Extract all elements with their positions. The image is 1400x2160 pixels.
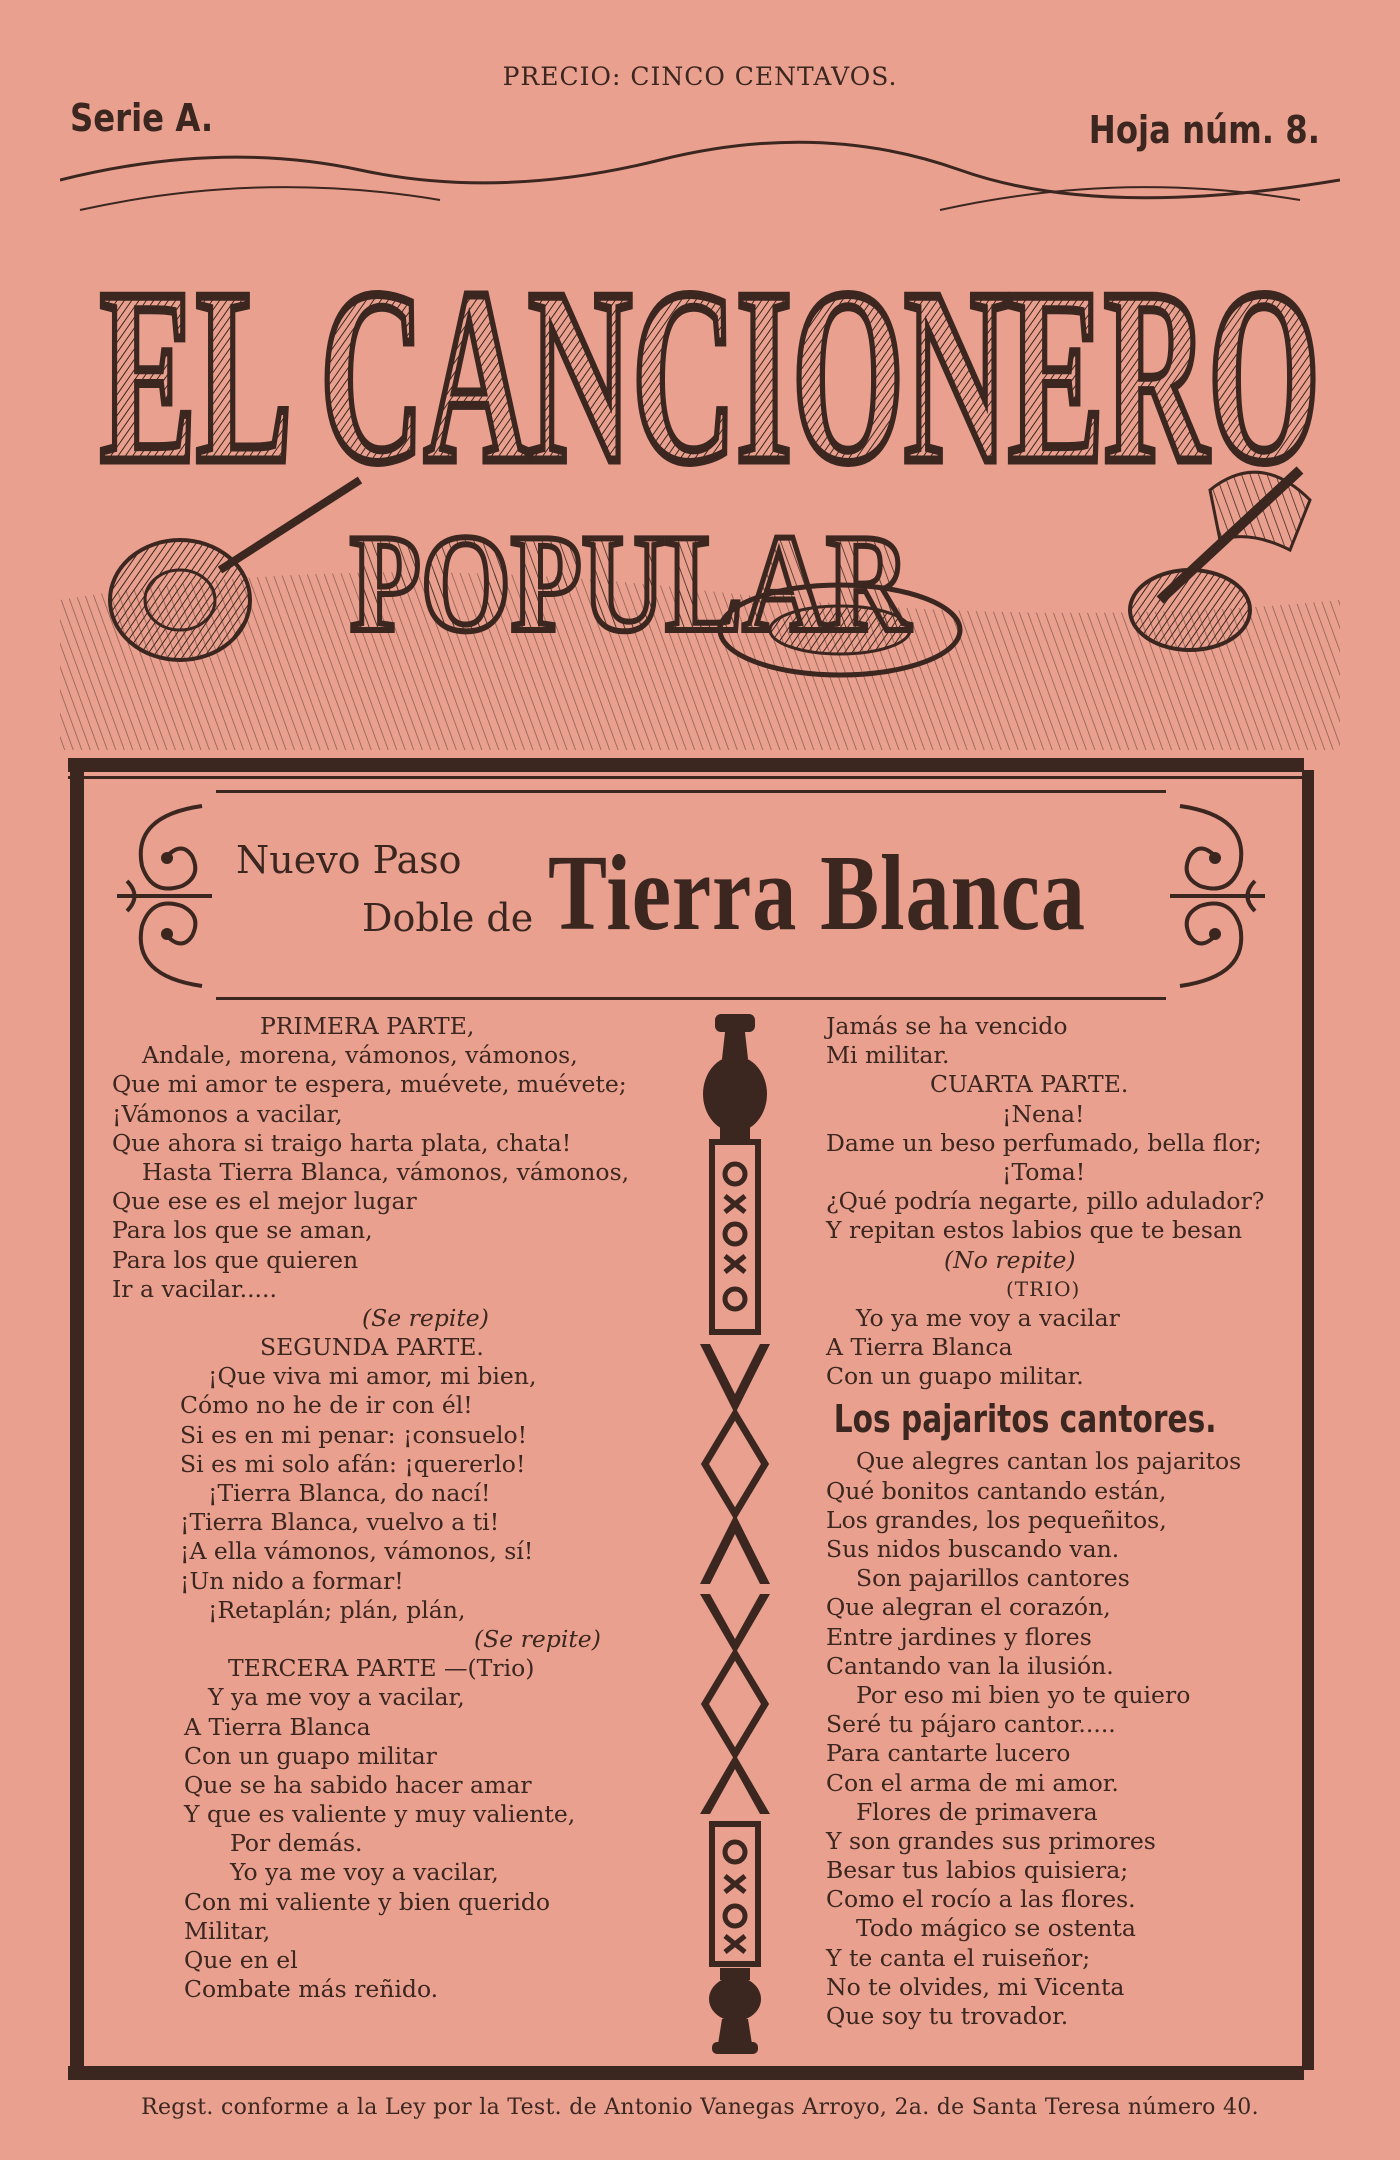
lyric-line: Por eso mi bien yo te quiero xyxy=(856,1680,1191,1709)
lyric-line: Para los que se aman, xyxy=(112,1216,373,1245)
song-title: Tierra Blanca xyxy=(548,834,1086,953)
lyric-line: ¡Un nido a formar! xyxy=(180,1566,404,1595)
lyric-line: Ir a vacilar..... xyxy=(112,1274,277,1303)
serie-label: Serie A. xyxy=(70,96,214,140)
lyric-line: Qué bonitos cantando están, xyxy=(826,1476,1167,1505)
frame-right-rule xyxy=(1302,770,1314,2070)
lyric-line: Con el arma de mi amor. xyxy=(826,1768,1119,1797)
frame-top-rule xyxy=(68,758,1304,772)
lyric-line: Que ahora si traigo harta plata, chata! xyxy=(112,1128,572,1157)
lyric-line: ¡Que viva mi amor, mi bien, xyxy=(208,1362,537,1391)
lyric-line: Y te canta el ruiseñor; xyxy=(826,1943,1091,1972)
ornamental-column-divider xyxy=(690,1014,780,2054)
lyric-line: Que en el xyxy=(184,1946,298,1974)
lyric-line: Entre jardines y flores xyxy=(826,1622,1092,1651)
lyric-line: Con un guapo militar xyxy=(184,1741,437,1770)
lyric-line: Que se ha sabido hacer amar xyxy=(184,1770,532,1799)
lyric-line: Cantando van la ilusión. xyxy=(826,1651,1114,1680)
lyric-line: Con mi valiente y bien querido xyxy=(184,1887,551,1916)
lyric-line: Para cantarte lucero xyxy=(826,1739,1071,1768)
lyric-line: TERCERA PARTE —(Trio) xyxy=(228,1654,535,1683)
subtitle-line-1: Nuevo Paso xyxy=(236,838,462,882)
scroll-ornament-left xyxy=(112,796,222,996)
lyric-line: ¿Qué podría negarte, pillo adulador? xyxy=(826,1187,1265,1216)
lyric-line: ¡Nena! xyxy=(1002,1099,1085,1128)
lyric-line: ¡Vámonos a vacilar, xyxy=(112,1099,343,1128)
lyric-line: Como el rocío a las flores. xyxy=(826,1885,1136,1914)
lyric-line: Los grandes, los pequeñitos, xyxy=(826,1505,1167,1534)
imprint-footer: Regst. conforme a la Ley por la Test. de Antonio Vanegas Arroyo, 2a. de Santa Teresa número 40. xyxy=(141,2095,1259,2120)
lyric-line: Y ya me voy a vacilar, xyxy=(208,1683,465,1712)
lyric-line: Que ese es el mejor lugar xyxy=(112,1187,417,1216)
lyric-line: Besar tus labios quisiera; xyxy=(826,1856,1129,1885)
masthead-woodcut xyxy=(60,130,1340,750)
lyric-line: Si es mi solo afán: ¡quererlo! xyxy=(180,1449,526,1478)
lyric-line: Si es en mi penar: ¡consuelo! xyxy=(180,1420,528,1449)
scroll-ornament-right xyxy=(1160,796,1270,996)
lyric-line: A Tierra Blanca xyxy=(826,1333,1013,1362)
lyric-line: Mi militar. xyxy=(826,1041,950,1070)
lyric-line: Todo mágico se ostenta xyxy=(856,1914,1136,1943)
lyric-line: Flores de primavera xyxy=(856,1797,1098,1826)
lyric-line: ¡A ella vámonos, vámonos, sí! xyxy=(180,1537,534,1566)
lyric-line: A Tierra Blanca xyxy=(184,1712,371,1741)
lyric-line: ¡Tierra Blanca, do nací! xyxy=(208,1479,491,1507)
lyric-line: Y que es valiente y muy valiente, xyxy=(184,1800,576,1829)
lyric-line: (Se repite) xyxy=(474,1624,601,1653)
price-line: PRECIO: CINCO CENTAVOS. xyxy=(502,62,898,91)
lyric-line: Sus nidos buscando van. xyxy=(826,1535,1120,1563)
right-lyrics-column xyxy=(826,1012,1286,2031)
subtitle-line-2: Doble de xyxy=(362,896,534,940)
lyric-line: Combate más reñido. xyxy=(184,1975,439,2004)
lyric-line: Que mi amor te espera, muévete, muévete; xyxy=(112,1070,627,1099)
lyric-line: Militar, xyxy=(184,1916,271,1945)
lyric-line: Yo ya me voy a vacilar xyxy=(856,1303,1120,1332)
lyric-line: Yo ya me voy a vacilar, xyxy=(230,1858,499,1887)
lyric-line: (No repite) xyxy=(944,1245,1076,1274)
lyric-line: ¡Toma! xyxy=(1002,1157,1086,1186)
second-song-title: Los pajaritos cantores. xyxy=(833,1397,1217,1442)
lyric-line: Cómo no he de ir con él! xyxy=(180,1391,473,1420)
lyric-line: Que alegres cantan los pajaritos xyxy=(856,1447,1242,1476)
lyric-line: (Se repite) xyxy=(362,1303,489,1332)
lyric-line: Son pajarillos cantores xyxy=(856,1564,1130,1593)
lyric-line: PRIMERA PARTE, xyxy=(260,1012,475,1040)
lyric-line: Jamás se ha vencido xyxy=(826,1012,1068,1040)
lyric-line: Seré tu pájaro cantor..... xyxy=(826,1710,1116,1739)
lyric-line: Para los que quieren xyxy=(112,1245,359,1274)
lyric-line: Con un guapo militar. xyxy=(826,1362,1084,1391)
lyric-line: Y repitan estos labios que te besan xyxy=(826,1216,1243,1245)
lyric-line: CUARTA PARTE. xyxy=(930,1070,1129,1099)
lyric-line: (TRIO) xyxy=(1006,1276,1081,1301)
lyric-line: Dame un beso perfumado, bella flor; xyxy=(826,1128,1262,1157)
lyric-line: ¡Retaplán; plán, plán, xyxy=(208,1595,466,1624)
lyric-line: Que alegran el corazón, xyxy=(826,1593,1111,1622)
left-lyrics-column xyxy=(112,1012,652,2004)
lyric-line: Y son grandes sus primores xyxy=(826,1826,1156,1855)
lyric-line: Andale, morena, vámonos, vámonos, xyxy=(142,1041,578,1070)
sheet-number: Hoja núm. 8. xyxy=(1088,108,1320,152)
lyric-line: Hasta Tierra Blanca, vámonos, vámonos, xyxy=(142,1157,630,1186)
lyric-line: Por demás. xyxy=(230,1829,363,1858)
frame-bottom-rule xyxy=(68,2066,1304,2080)
lyric-line: No te olvides, mi Vicenta xyxy=(826,1972,1125,2001)
frame-top-thin-rule xyxy=(68,776,1304,779)
masthead-subtitle: POPULAR xyxy=(350,506,912,661)
lyric-line: Que soy tu trovador. xyxy=(826,2002,1069,2030)
frame-left-rule xyxy=(70,770,84,2070)
lyric-line: ¡Tierra Blanca, vuelvo a ti! xyxy=(180,1508,500,1537)
lyric-line: SEGUNDA PARTE. xyxy=(260,1333,484,1362)
masthead-title: EL CANCIONERO xyxy=(100,238,1320,515)
